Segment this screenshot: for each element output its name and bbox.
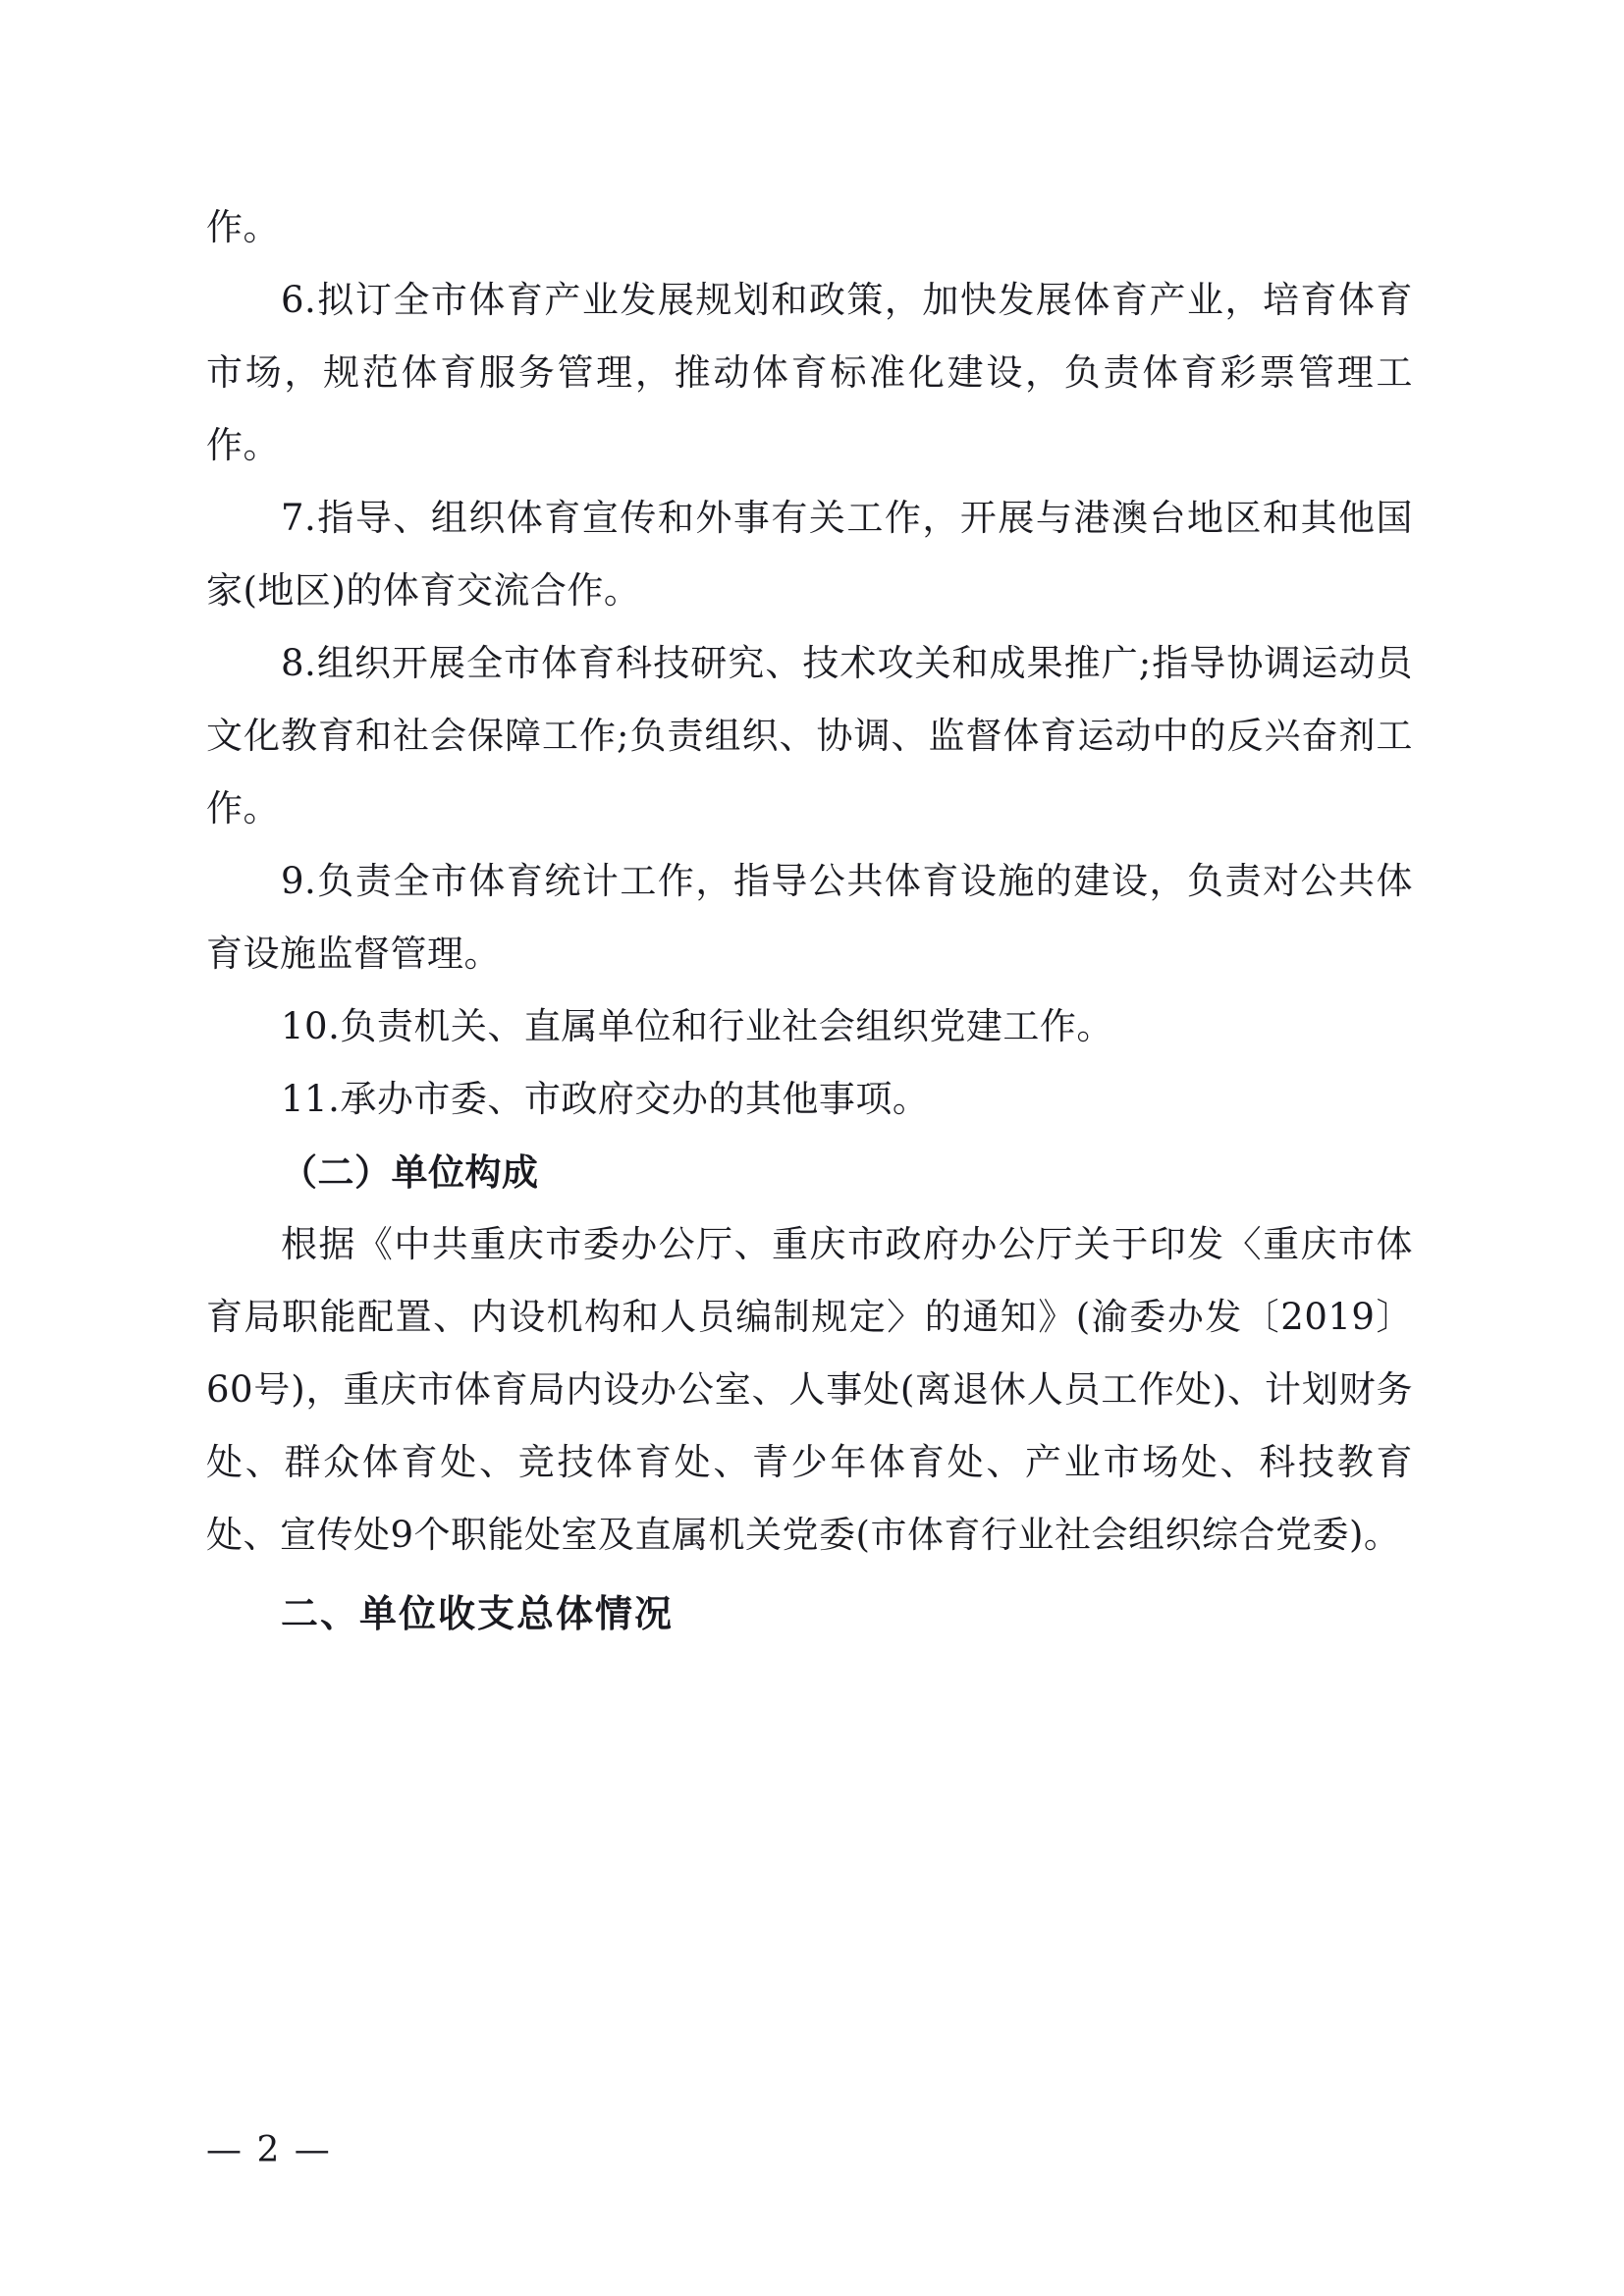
paragraph-item-6: 6.拟订全市体育产业发展规划和政策，加快发展体育产业，培育体育市场，规范体育服务管理，推动体育标准化建设，负责体育彩票管理工作。 [206,279,1413,466]
page-number: — 2 — [206,2130,332,2170]
paragraph-unit-composition-body: 根据《中共重庆市委办公厅、重庆市政府办公厅关于印发〈重庆市体育局职能配置、内设机构和人员编制规定〉的通知》(渝委办发〔2019〕60号)，重庆市体育局内设办公室、人事处(离退休人员工作处)、计划财务处、群众体育处、竞技体育处、青少年体育处、产业市场处、科技教育处、宣传处9个职能处室及直属机关党委(市体育行业社会组织综合党委)。 [206,1223,1413,1556]
paragraph-item-11: 11.承办市委、市政府交办的其他事项。 [281,1078,930,1120]
paragraph-item-10: 10.负责机关、直属单位和行业社会组织党建工作。 [281,1005,1113,1047]
document-body [206,191,1413,1650]
paragraph-item-8: 8.组织开展全市体育科技研究、技术攻关和成果推广;指导协调运动员文化教育和社会保障工作;负责组织、协调、监督体育运动中的反兴奋剂工作。 [206,642,1413,829]
paragraph-item-7: 7.指导、组织体育宣传和外事有关工作，开展与港澳台地区和其他国家(地区)的体育交流合作。 [206,497,1413,612]
section-heading-two: 二、单位收支总体情况 [281,1592,675,1635]
subsection-heading-unit-composition: （二）单位构成 [281,1150,539,1194]
paragraph-item-9: 9.负责全市体育统计工作，指导公共体育设施的建设，负责对公共体育设施监督管理。 [206,860,1413,975]
paragraph-continued-line: 作。 [206,206,280,248]
